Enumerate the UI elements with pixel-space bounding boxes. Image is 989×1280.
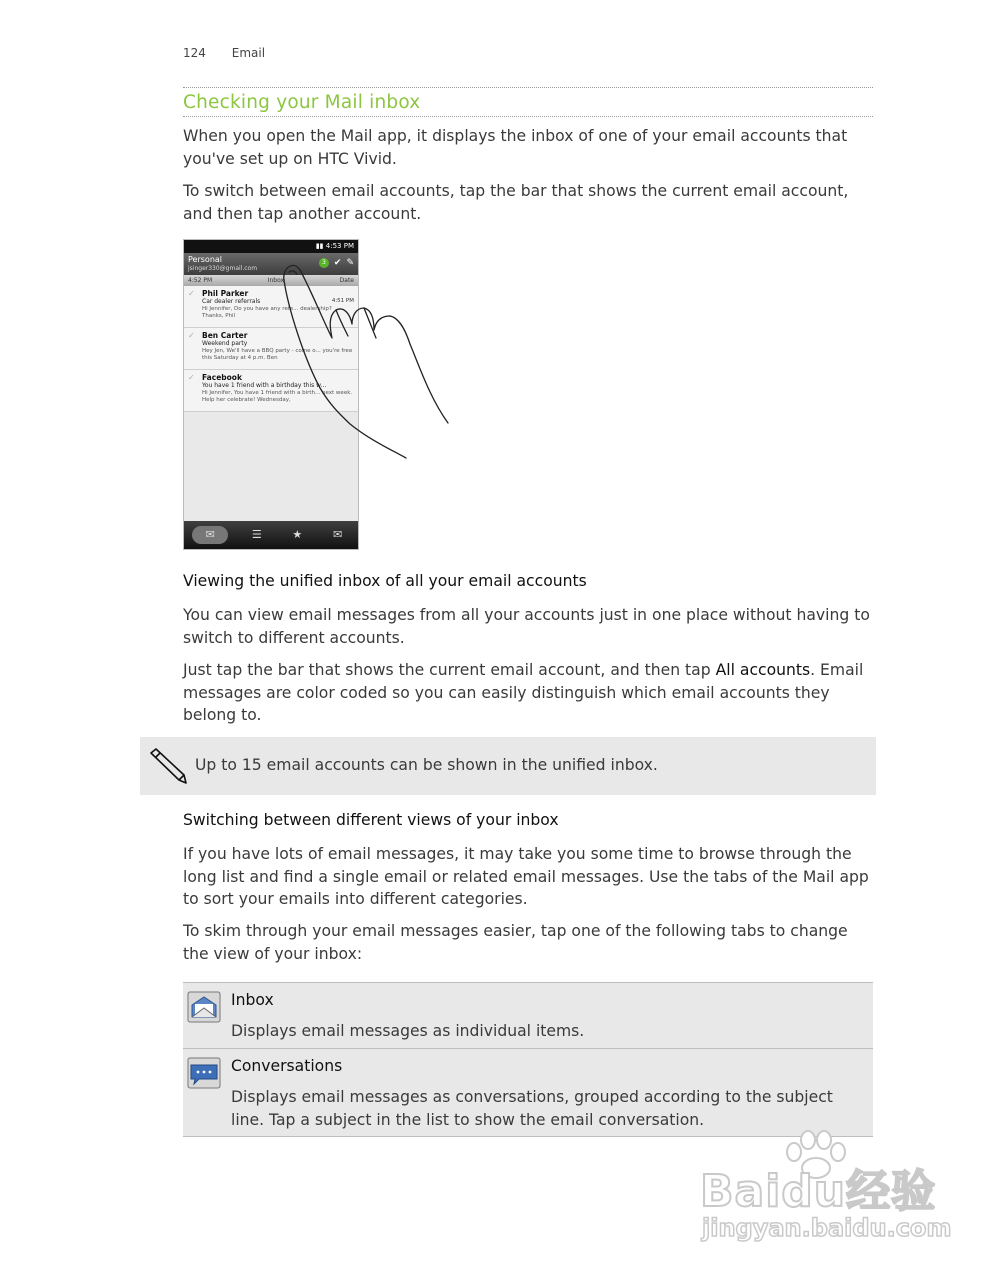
views-paragraph-2: To skim through your email messages easier, tap one of the following tabs to change the view of your inbox: [183, 922, 848, 963]
message-subject: Weekend party [202, 340, 248, 347]
conversations-tab-icon[interactable]: ☰ [251, 528, 262, 541]
unified-heading: Viewing the unified inbox of all your email accounts [183, 572, 587, 590]
watermark-text: Baidu经验 [700, 1166, 937, 1217]
inbox-icon [187, 991, 221, 1023]
watermark-url: jingyan.baidu.com [702, 1214, 952, 1242]
unified-paragraph-2-start: Just tap the bar that shows the current email account, and then tap [183, 661, 716, 679]
unread-badge: 3 [319, 258, 329, 268]
inbox-label: Inbox [231, 991, 274, 1009]
status-time: 4:53 PM [325, 242, 354, 250]
page-number: 124 [183, 46, 206, 60]
unified-paragraph-2-end: . Email messages are color coded so you can easily distinguish which email accounts they belong to. [183, 661, 864, 725]
message-preview: Hi Jennifer, You have 1 friend with a birth... next week. Help her celebrate! Wednesday, [202, 390, 353, 403]
section-name: Email [231, 46, 266, 60]
signal-icon: ▮▮ [315, 242, 324, 250]
unified-paragraph-2 [183, 659, 873, 727]
message-sender: Ben Carter [202, 331, 248, 340]
message-sender: Phil Parker [202, 289, 249, 298]
inbox-description: Displays email messages as individual items. [231, 1022, 585, 1040]
account-email: jsinger330@gmail.com [188, 265, 258, 272]
note-box [140, 737, 876, 795]
check-icon[interactable]: ✓ [188, 289, 195, 298]
pencil-icon [148, 747, 190, 785]
chevron-down-icon[interactable]: ✔ [333, 258, 342, 268]
inbox-tab-icon[interactable]: ✉ [192, 526, 228, 544]
intro-paragraph-2: To switch between email accounts, tap the bar that shows the current email account, and then tap another account. [183, 182, 849, 223]
compose-icon[interactable]: ✎ [346, 258, 354, 268]
message-subject: You have 1 friend with a birthday this w... [202, 382, 327, 389]
message-sender: Facebook [202, 373, 242, 382]
conversations-label: Conversations [231, 1057, 343, 1075]
group-tab-icon[interactable]: ★ [292, 528, 303, 541]
unread-tab-icon[interactable]: ✉ [333, 528, 343, 541]
intro-paragraph-1: When you open the Mail app, it displays the inbox of one of your email accounts that you've set up on HTC Vivid. [183, 127, 848, 168]
conversations-description: Displays email messages as conversations, grouped according to the subject line. Tap a subject in the list to show the email conversation. [231, 1088, 833, 1129]
message-preview: Hey Jen, We'll have a BBQ party - come o... you're free this Saturday at 4 p.m. Ben [202, 348, 353, 361]
account-name: Personal [188, 255, 223, 264]
conversations-icon [187, 1057, 221, 1089]
view-tabs-table [183, 982, 873, 1137]
page-header [183, 46, 287, 60]
sort-label[interactable]: Date [339, 277, 354, 284]
message-time: 4:51 PM [331, 298, 354, 304]
message-preview: Hi Jennifer, Do you have any refe... dealership? Thanks, Phil [202, 306, 332, 319]
message-subject: Car dealer referrals [202, 298, 261, 305]
note-text: Up to 15 email accounts can be shown in the unified inbox. [195, 756, 658, 774]
all-accounts-label: All accounts [715, 661, 811, 679]
check-icon[interactable]: ✓ [188, 373, 195, 382]
views-heading: Switching between different views of your inbox [183, 811, 559, 829]
views-paragraph-1: If you have lots of email messages, it may take you some time to browse through the long list and find a single email or related email messages. Use the tabs of the Mail app to sort your emails into different categories. [183, 845, 869, 909]
watermark [700, 1130, 952, 1250]
sync-time: 4:52 PM [188, 277, 213, 284]
section-title: Checking your Mail inbox [183, 87, 873, 117]
unified-paragraph-1: You can view email messages from all your accounts just in one place without having to switch to different accounts. [183, 606, 870, 647]
check-icon[interactable]: ✓ [188, 331, 195, 340]
table-row [183, 1048, 873, 1137]
table-row [183, 982, 873, 1048]
phone-tab-bar [184, 521, 358, 549]
inbox-label: Inbox [267, 277, 285, 284]
phone-status-bar [184, 240, 358, 253]
tapping-hand-illustration [280, 258, 460, 463]
